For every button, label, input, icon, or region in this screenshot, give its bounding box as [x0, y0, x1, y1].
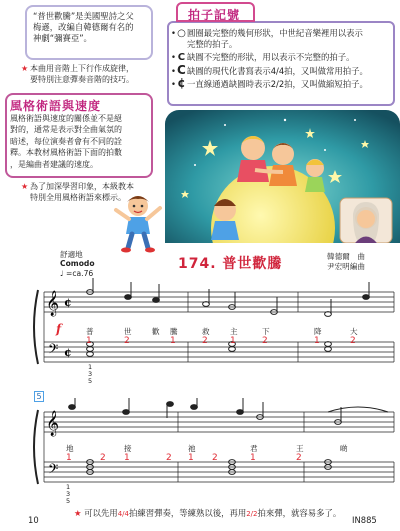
lyric: 歡 — [152, 327, 160, 336]
song-title — [178, 253, 282, 273]
finger-number: 2 — [124, 336, 130, 346]
practice-tip-line: 要特別注意彈奏音階的技巧。 — [30, 75, 134, 84]
bass-fingering: 1 3 5 — [66, 483, 71, 505]
svg-text:𝄞: 𝄞 — [46, 291, 60, 316]
intro-note-line: 神劇“彌賽亞”。 — [33, 33, 92, 43]
c-symbol-icon: C — [177, 52, 186, 63]
svg-text:¢: ¢ — [64, 346, 72, 359]
cut-time-icon: ¢ — [177, 76, 186, 90]
style-line: 風格術語與速度的關係並不是絕 — [10, 114, 122, 123]
style-line: 暗述，每位演奏者會有不同的詮 — [10, 136, 122, 146]
lyric: 地 — [66, 444, 74, 453]
svg-text:¢: ¢ — [64, 296, 72, 309]
intro-note-line: “普世歡騰”是美國聖詩之父 — [33, 11, 134, 21]
intro-note-box — [25, 5, 153, 60]
svg-text:𝄢: 𝄢 — [48, 341, 59, 360]
practice-tip-line: 本曲用音階上下行作成旋律， — [30, 64, 134, 73]
tempo-mark: ♩ =ca.76 — [60, 269, 94, 278]
style-tempo-title: 風格術語與速度 — [10, 99, 102, 113]
child-jumping-illustration — [112, 192, 164, 254]
lyric: 啲 — [340, 444, 348, 453]
finger-number: 2 — [212, 453, 218, 463]
tempo-term: Comodo — [60, 259, 95, 268]
star-icon: ★ — [21, 182, 29, 191]
measure-number-box: 5 — [34, 391, 44, 402]
song-title-text: 普世歡騰 — [222, 256, 283, 272]
lyric: 王 — [296, 444, 304, 453]
lyric: 接 — [124, 444, 132, 453]
finger-number: 1 — [86, 336, 92, 346]
music-system-1 — [28, 278, 396, 383]
beat-item: •¢一直線通過缺圓時表示2/2拍，又叫做縮短拍子。 — [171, 76, 368, 90]
finger-number: 2 — [202, 336, 208, 346]
lyric: 普 — [86, 327, 94, 336]
finger-number: 1 — [66, 453, 72, 463]
night-sky-illustration — [165, 110, 400, 243]
song-number: 174. — [178, 256, 217, 272]
finger-number: 1 — [124, 453, 130, 463]
footer-tip: ★ 可以先用4/4拍練習彈奏，等練熟以後，再用2/2拍來彈，就容易多了。 — [74, 508, 342, 518]
finger-number: 2 — [296, 453, 302, 463]
bass-fingering: 1 3 5 — [88, 363, 93, 385]
lyric: 下 — [262, 327, 270, 336]
style-line: ，是編曲者建議的速度。 — [10, 159, 98, 169]
finger-number: 1 — [188, 453, 194, 463]
circle-symbol-icon: ○ — [177, 28, 186, 39]
finger-number: 2 — [350, 336, 356, 346]
star-icon: ★ — [21, 64, 29, 73]
page-number: 10 — [28, 515, 39, 525]
terms-tip-line: 特別全用風格術語來標示。 — [30, 192, 126, 202]
common-time-icon: C — [177, 63, 186, 77]
beat-item: •C缺圓的現代化書寫表示4/4拍，又叫做常用拍子。 — [171, 63, 368, 77]
lyric: 君 — [250, 444, 258, 453]
lyric: 救 — [202, 327, 210, 336]
lyric: 騰 — [170, 327, 178, 336]
practice-tip — [21, 63, 156, 85]
finger-number: 2 — [262, 336, 268, 346]
beat-item-cont: 完整的拍子。 — [187, 39, 238, 49]
finger-number: 1 — [314, 336, 320, 346]
composer-credit: 韓德爾 曲 — [327, 252, 365, 261]
svg-text:𝄢: 𝄢 — [48, 461, 59, 480]
beat-item: • C 缺圓不完整的形狀，用以表示不完整的拍子。 — [171, 52, 355, 63]
dynamic-forte: f — [56, 322, 62, 336]
book-code: IN885 — [352, 515, 377, 525]
finger-number: 1 — [170, 336, 176, 346]
finger-number: 2 — [100, 453, 106, 463]
lyric: 大 — [350, 327, 358, 336]
lyric: 祂 — [188, 444, 196, 453]
beat-item: •○圓圈最完整的幾何形狀，中世紀音樂裡用以表示 — [171, 28, 363, 39]
finger-number: 2 — [166, 453, 172, 463]
style-line: 釋。本教材風格術語下面的拍數 — [10, 148, 122, 158]
lyric: 降 — [314, 327, 322, 336]
lyric: 主 — [230, 327, 238, 336]
time-signature-title: 拍子記號 — [176, 2, 255, 22]
tempo-term-cn: 舒適地 — [60, 250, 83, 259]
star-icon: ★ — [74, 508, 82, 518]
time-fraction: 2/2 — [246, 510, 258, 518]
svg-text:𝄞: 𝄞 — [46, 411, 60, 436]
style-line: 對的，通常是表示對全曲氣氛的 — [10, 125, 122, 135]
lyric: 世 — [124, 327, 132, 336]
time-fraction: 4/4 — [117, 510, 129, 518]
arranger-credit: 尹宏明編曲 — [327, 262, 365, 271]
style-tempo-body — [10, 113, 148, 170]
terms-tip-line: 為了加深學習印象，本級教本 — [30, 182, 134, 191]
finger-number: 1 — [230, 336, 236, 346]
finger-number: 1 — [250, 453, 256, 463]
intro-note-line: 梅遜，改編自韓德爾有名的 — [33, 22, 134, 32]
